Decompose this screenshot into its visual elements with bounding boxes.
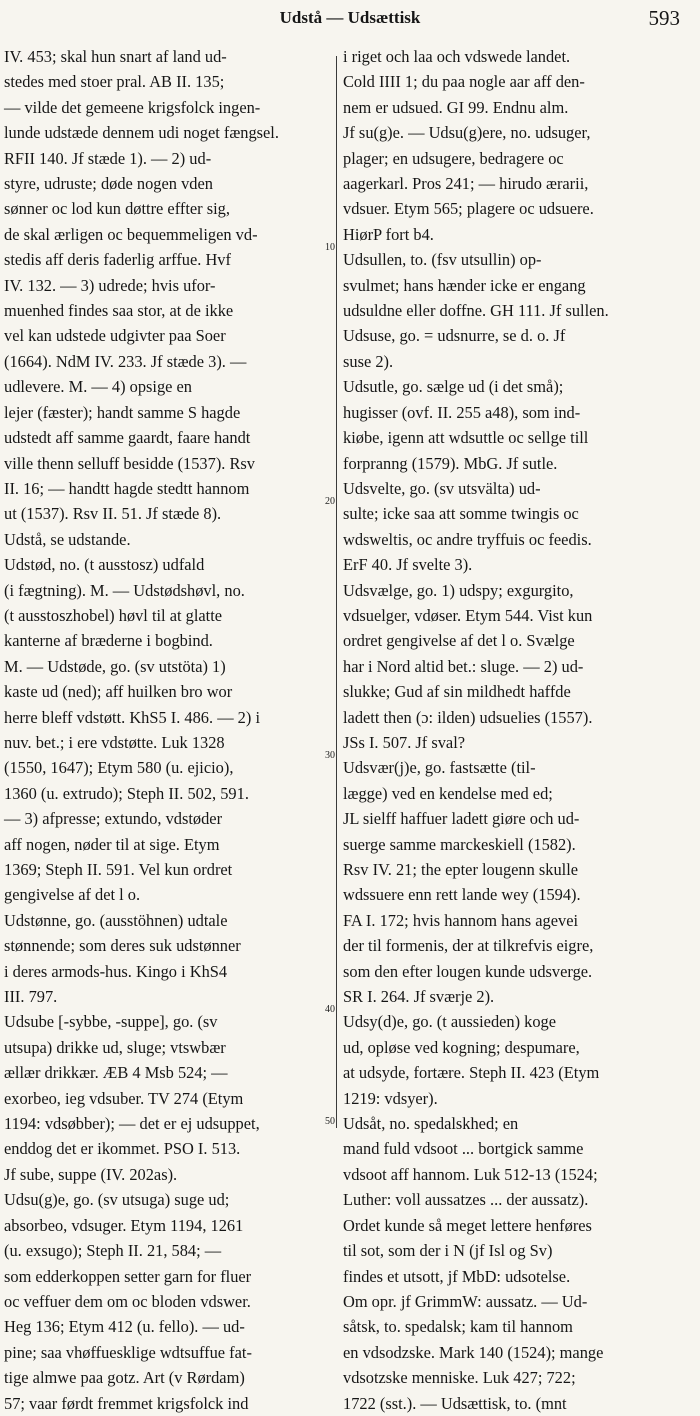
text-line: udlevere. M. — 4) opsige en	[4, 377, 192, 397]
text-line: 1360 (u. extrudo); Steph II. 502, 591.	[4, 783, 249, 803]
line-number: 50	[325, 1116, 335, 1127]
text-line: (t ausstoszhobel) høvl til at glatte	[4, 605, 223, 625]
text-line: vdsoot aff hannom. Luk 512-13 (1524;	[343, 1164, 598, 1184]
text-line: de skal ærligen oc bequemmeligen vd-	[4, 224, 258, 244]
text-line: ællær drikkær. ÆB 4 Msb 524; —	[4, 1063, 228, 1083]
text-line: wdssuere enn rett lande wey (1594).	[343, 885, 581, 905]
text-line: (1664). NdM IV. 233. Jf stæde 3). —	[4, 351, 247, 371]
text-line: nem er udsued. GI 99. Endnu alm.	[343, 97, 569, 117]
text-line: Udstød, no. (t ausstosz) udfald	[4, 555, 205, 575]
text-line: ordret gengivelse af det l o. Svælge	[343, 631, 575, 651]
text-line: gengivelse af det l o.	[4, 885, 141, 905]
text-line: Udsåt, no. spedalskhed; en	[343, 1114, 519, 1134]
text-line: Udsvælge, go. 1) udspy; exgurgito,	[343, 580, 574, 600]
page-header	[0, 0, 700, 44]
text-line: exorbeo, ieg vdsuber. TV 274 (Etym	[4, 1088, 244, 1108]
page-number: 593	[648, 6, 680, 30]
text-line: Udstønne, go. (ausstöhnen) udtale	[4, 910, 228, 930]
text-line: forpranng (1579). MbG. Jf sutle.	[343, 453, 558, 473]
text-line: suerge samme marckeskiell (1582).	[343, 834, 576, 854]
text-line: lunde udstæde dennem udi noget fængsel.	[4, 123, 279, 143]
text-line: Udsube [-sybbe, -suppe], go. (sv	[4, 1012, 218, 1032]
text-line: nuv. bet.; i ere vdstøtte. Luk 1328	[4, 732, 225, 752]
text-line: der til formenis, der at tilkrefvis eigre,	[343, 936, 594, 956]
text-line: 1219: vdsyer).	[343, 1088, 438, 1108]
line-number: 30	[325, 750, 335, 761]
text-line: suse 2).	[343, 351, 394, 371]
text-line: Heg 136; Etym 412 (u. fello). — ud-	[4, 1317, 245, 1337]
text-line: II. 16; — handtt hagde stedtt hannom	[4, 478, 250, 498]
line-number: 40	[325, 1004, 335, 1015]
text-line: wdsweltis, oc andre tryffuis oc feedis.	[343, 529, 592, 549]
text-line: kiøbe, igenn att wdsuttle oc sellge till	[343, 428, 589, 448]
text-line: enddog det er ikommet. PSO I. 513.	[4, 1139, 241, 1159]
text-line: Om opr. jf GrimmW: aussatz. — Ud-	[343, 1291, 588, 1311]
left-column	[4, 44, 324, 1413]
text-line: Jf sube, suppe (IV. 202as).	[4, 1164, 178, 1184]
text-line: at udsyde, fortære. Steph II. 423 (Etym	[343, 1063, 600, 1083]
text-line: plager; en udsugere, bedragere oc	[343, 148, 564, 168]
text-line: Jf su(g)e. — Udsu(g)ere, no. udsuger,	[343, 123, 591, 143]
text-line: lægge) ved en kendelse med ed;	[343, 783, 553, 803]
text-line: Udsuse, go. = udsnurre, se d. o. Jf	[343, 326, 566, 346]
text-line: Luther: voll aussatzes ... der aussatz).	[343, 1190, 589, 1210]
text-line: (i fægtning). M. — Udstødshøvl, no.	[4, 580, 245, 600]
column-divider	[336, 56, 337, 1128]
text-line: SR I. 264. Jf sværje 2).	[343, 987, 495, 1007]
text-line: Udsutle, go. sælge ud (i det små);	[343, 377, 564, 397]
text-line: udstedt aff samme gaardt, faare handt	[4, 428, 251, 448]
text-line: vdsuelger, vdøser. Etym 544. Vist kun	[343, 605, 593, 625]
text-line: IV. 132. — 3) udrede; hvis ufor-	[4, 275, 216, 295]
text-line: ut (1537). Rsv II. 51. Jf stæde 8).	[4, 504, 222, 524]
text-line: såtsk, to. spedalsk; kam til hannom	[343, 1317, 573, 1337]
text-line: M. — Udstøde, go. (sv utstöta) 1)	[4, 656, 226, 676]
text-line: Cold IIII 1; du paa nogle aar aff den-	[343, 72, 585, 92]
text-line: lejer (fæster); handt samme S hagde	[4, 402, 241, 422]
text-line: Udsullen, to. (fsv utsullin) op-	[343, 250, 542, 270]
text-line: III. 797.	[4, 987, 58, 1007]
text-line: slukke; Gud af sin mildhedt haffde	[343, 682, 571, 702]
text-line: (u. exsugo); Steph II. 21, 584; —	[4, 1241, 222, 1261]
text-line: ville thenn selluff besidde (1537). Rsv	[4, 453, 255, 473]
text-line: FA I. 172; hvis hannom hans agevei	[343, 910, 579, 930]
text-line: styre, udruste; døde nogen vden	[4, 174, 213, 194]
text-line: muenhed findes saa stor, at de ikke	[4, 301, 234, 321]
text-line: — 3) afpresse; extundo, vdstøder	[4, 809, 223, 829]
text-line: aagerkarl. Pros 241; — hirudo ærarii,	[343, 174, 589, 194]
text-line: Udsy(d)e, go. (t aussieden) koge	[343, 1012, 557, 1032]
text-line: HiørP fort b4.	[343, 224, 434, 244]
text-line: utsupa) drikke ud, sluge; vtswbær	[4, 1037, 226, 1057]
text-line: kanterne af bræderne i bogbind.	[4, 631, 213, 651]
text-line: ladett then (ɔ: ilden) udsuelies (1557).	[343, 707, 593, 727]
text-line: 57; vaar førdt fremmet krigsfolck ind	[4, 1393, 249, 1413]
text-line: sulte; icke saa att somme twingis oc	[343, 504, 579, 524]
line-number: 20	[325, 496, 335, 507]
text-line: Udsvelte, go. (sv utsvälta) ud-	[343, 478, 541, 498]
text-line: sønner oc lod kun døttre effter sig,	[4, 199, 230, 219]
text-line: i deres armods-hus. Kingo i KhS4	[4, 961, 228, 981]
text-line: stønnende; som deres suk udstønner	[4, 936, 241, 956]
text-line: IV. 453; skal hun snart af land ud-	[4, 47, 227, 66]
text-line: stedis aff deris faderlig arffue. Hvf	[4, 250, 231, 270]
text-line: mand fuld vdsoot ... bortgick samme	[343, 1139, 584, 1159]
text-line: svulmet; hans hænder icke er engang	[343, 275, 586, 295]
text-line: Udstå, se udstande.	[4, 529, 131, 549]
text-line: pine; saa vhøffuesklige wdtsuffue fat-	[4, 1342, 252, 1362]
running-head: Udstå — Udsættisk	[279, 8, 421, 27]
text-line: (1550, 1647); Etym 580 (u. ejicio),	[4, 758, 234, 778]
text-line: findes et utsott, jf MbD: udsotelse.	[343, 1266, 571, 1286]
text-line: ErF 40. Jf svelte 3).	[343, 555, 473, 575]
text-line: herre bleff vdstøtt. KhS5 I. 486. — 2) i	[4, 707, 260, 727]
text-line: vdsotzske menniske. Luk 427; 722;	[343, 1368, 576, 1388]
text-line: til sot, som der i N (jf Isl og Sv)	[343, 1241, 553, 1261]
text-line: JL sielff haffuer ladett giøre och ud-	[343, 809, 580, 829]
text-line: 1722 (sst.). — Udsættisk, to. (mnt	[343, 1393, 567, 1413]
text-line: Rsv IV. 21; the epter lougenn skulle	[343, 860, 579, 879]
text-line: oc veffuer dem om oc bloden vdswer.	[4, 1291, 251, 1311]
text-line: stedes med stoer pral. AB II. 135;	[4, 72, 225, 92]
text-line: absorbeo, vdsuger. Etym 1194, 1261	[4, 1215, 244, 1235]
line-number: 10	[325, 242, 335, 253]
text-line: vel kan udstede udgivter paa Soer	[4, 326, 226, 346]
text-line: JSs I. 507. Jf sval?	[343, 732, 466, 752]
text-line: tige almwe paa gotz. Art (v Rørdam)	[4, 1368, 245, 1388]
text-line: — vilde det gemeene krigsfolck ingen-	[4, 97, 261, 117]
right-column	[343, 44, 692, 1413]
text-line: i riget och laa och vdswede landet.	[343, 47, 571, 66]
text-line: som edderkoppen setter garn for fluer	[4, 1266, 252, 1286]
text-line: Udsvær(j)e, go. fastsætte (til-	[343, 758, 536, 778]
text-line: kaste ud (ned); aff huilken bro wor	[4, 682, 233, 702]
text-line: udsuldne eller doffne. GH 111. Jf sullen.	[343, 301, 609, 321]
text-line: 1194: vdsøbber); — det er ej udsuppet,	[4, 1114, 260, 1134]
text-line: som den efter lougen kunde udsverge.	[343, 961, 593, 981]
text-line: har i Nord altid bet.: sluge. — 2) ud-	[343, 656, 584, 676]
text-line: aff nogen, nøder til at sige. Etym	[4, 834, 220, 854]
text-line: 1369; Steph II. 591. Vel kun ordret	[4, 860, 233, 879]
text-line: en vdsodzske. Mark 140 (1524); mange	[343, 1342, 604, 1362]
text-line: Ordet kunde så meget lettere henføres	[343, 1215, 592, 1235]
text-line: hugisser (ovf. II. 255 a48), som ind-	[343, 402, 581, 422]
text-line: Udsu(g)e, go. (sv utsuga) suge ud;	[4, 1190, 230, 1210]
text-line: RFII 140. Jf stæde 1). — 2) ud-	[4, 148, 212, 168]
text-line: ud, opløse ved kogning; despumare,	[343, 1037, 580, 1057]
text-line: vdsuer. Etym 565; plagere oc udsuere.	[343, 199, 594, 219]
